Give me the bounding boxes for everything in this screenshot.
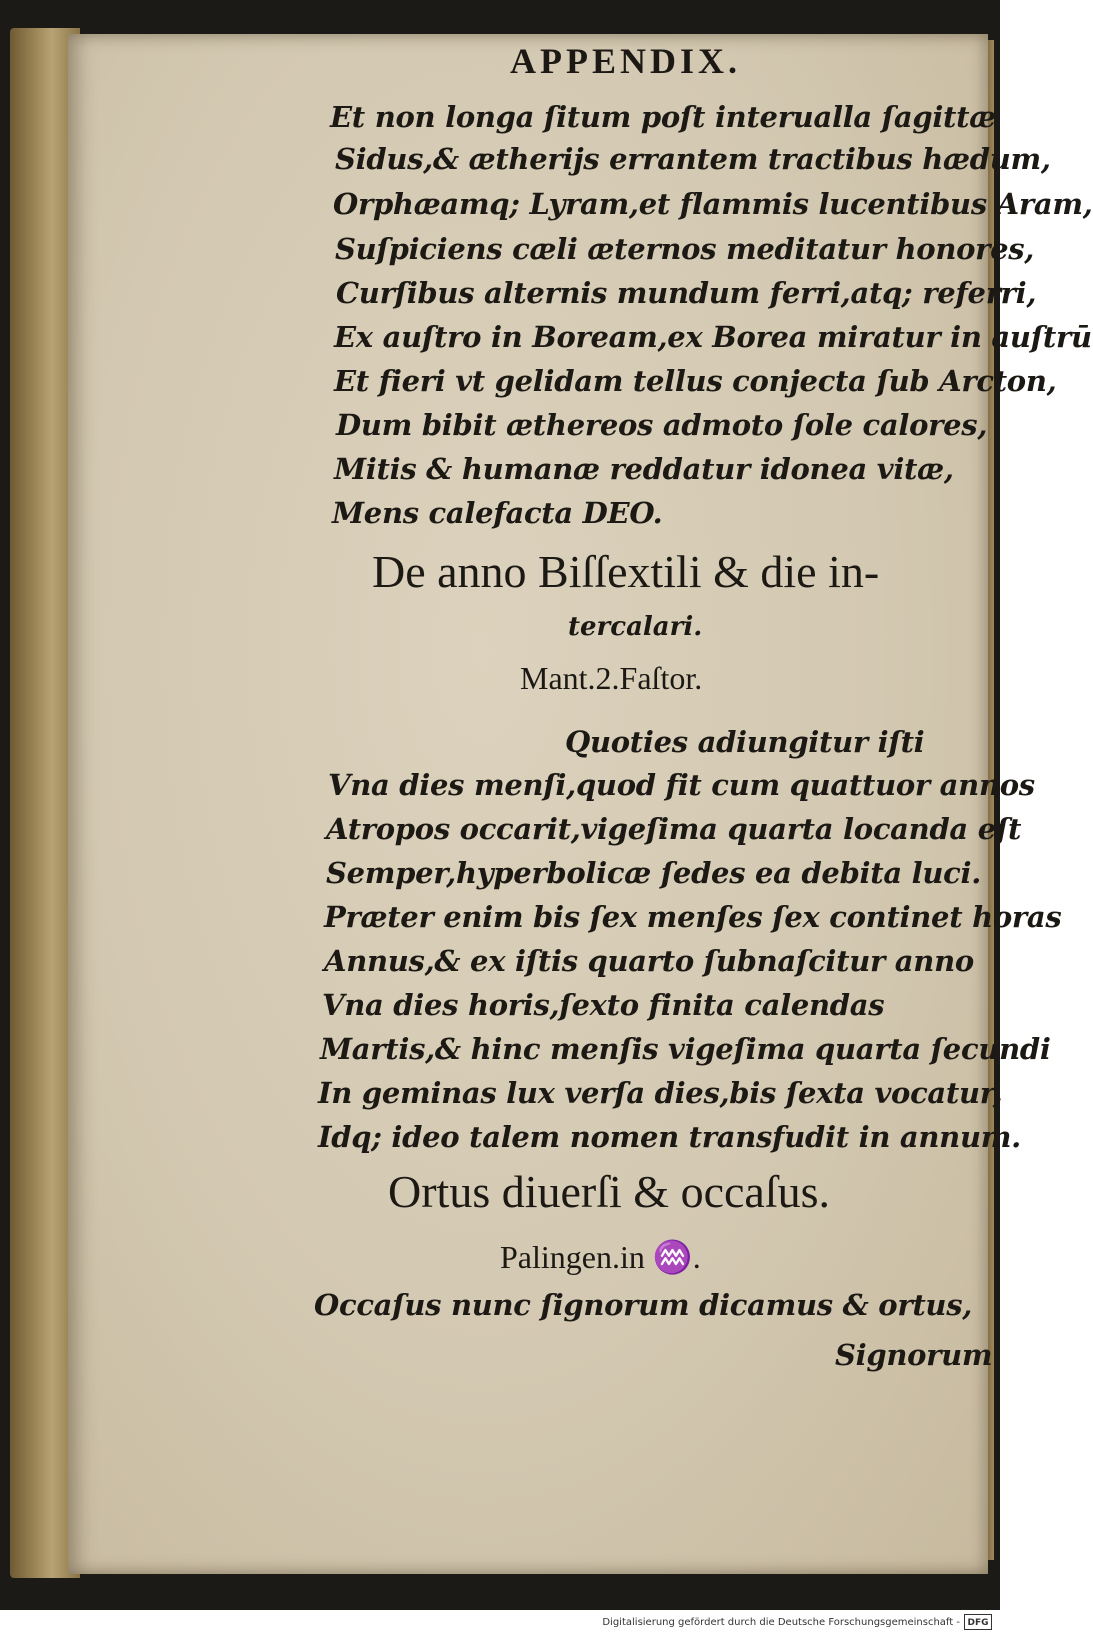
verse-line: Mitis & humanæ reddatur idonea vitæ, xyxy=(334,452,954,486)
verse-line: In geminas lux verſa dies,bis ſexta vocatur, xyxy=(318,1076,1003,1110)
verse-line: Vna dies menſi,quod fit cum quattuor annos xyxy=(328,768,1035,802)
verse-line: Quoties adiungitur iſti xyxy=(565,725,925,759)
verse-line: Idq; ideo talem nomen transfudit in annum. xyxy=(318,1120,1021,1154)
verse-line: Suſpiciens cæli æternos meditatur honores, xyxy=(335,232,1035,266)
verse-line: Ex auſtro in Boream,ex Borea miratur in auſtrū xyxy=(334,320,1092,354)
section-title: De anno Biſſextili & die in- xyxy=(372,546,880,597)
footer-credit: Digitalisierung gefördert durch die Deutsche Forschungsgemeinschaft - xyxy=(602,1617,960,1628)
section-title: Ortus diuerſi & occaſus. xyxy=(388,1166,831,1217)
section-source: Palingen.in ♒. xyxy=(500,1239,701,1275)
verse-line: Martis,& hinc menſis vigeſima quarta ſecundi xyxy=(320,1032,1051,1066)
section-source: Mant.2.Faſtor. xyxy=(520,660,703,696)
running-header: APPENDIX. xyxy=(510,41,741,81)
catchword: Signorum xyxy=(835,1338,993,1372)
verse-line: Et non longa ſitum poſt interualla ſagittæ xyxy=(330,100,996,134)
verse-line: Et fieri vt gelidam tellus conjecta ſub Arcton, xyxy=(334,364,1057,398)
verse-line: Occaſus nunc ſignorum dicamus & ortus, xyxy=(314,1288,973,1322)
verse-line: Sidus,& ætherijs errantem tractibus hædum, xyxy=(335,142,1051,176)
verse-line: Mens calefacta DEO. xyxy=(332,496,663,530)
verse-line: Annus,& ex iſtis quarto ſubnaſcitur anno xyxy=(324,944,974,978)
verse-line: Dum bibit æthereos admoto ſole calores, xyxy=(336,408,988,442)
verse-line: Atropos occarit,vigeſima quarta locanda eſt xyxy=(326,812,1022,846)
verse-line: Semper,hyperbolicæ ſedes ea debita luci. xyxy=(326,856,982,890)
verse-line: Præter enim bis ſex menſes ſex continet horas xyxy=(324,900,1062,934)
dfg-logo: DFG xyxy=(964,1614,992,1630)
verse-line: Curſibus alternis mundum ferri,atq; referri, xyxy=(336,276,1037,310)
section-title-continued: tercalari. xyxy=(568,612,703,642)
verse-line: Vna dies horis,ſexto finita calendas xyxy=(322,988,885,1022)
verse-line: Orphæamq; Lyram,et flammis lucentibus Aram, xyxy=(333,187,1093,221)
